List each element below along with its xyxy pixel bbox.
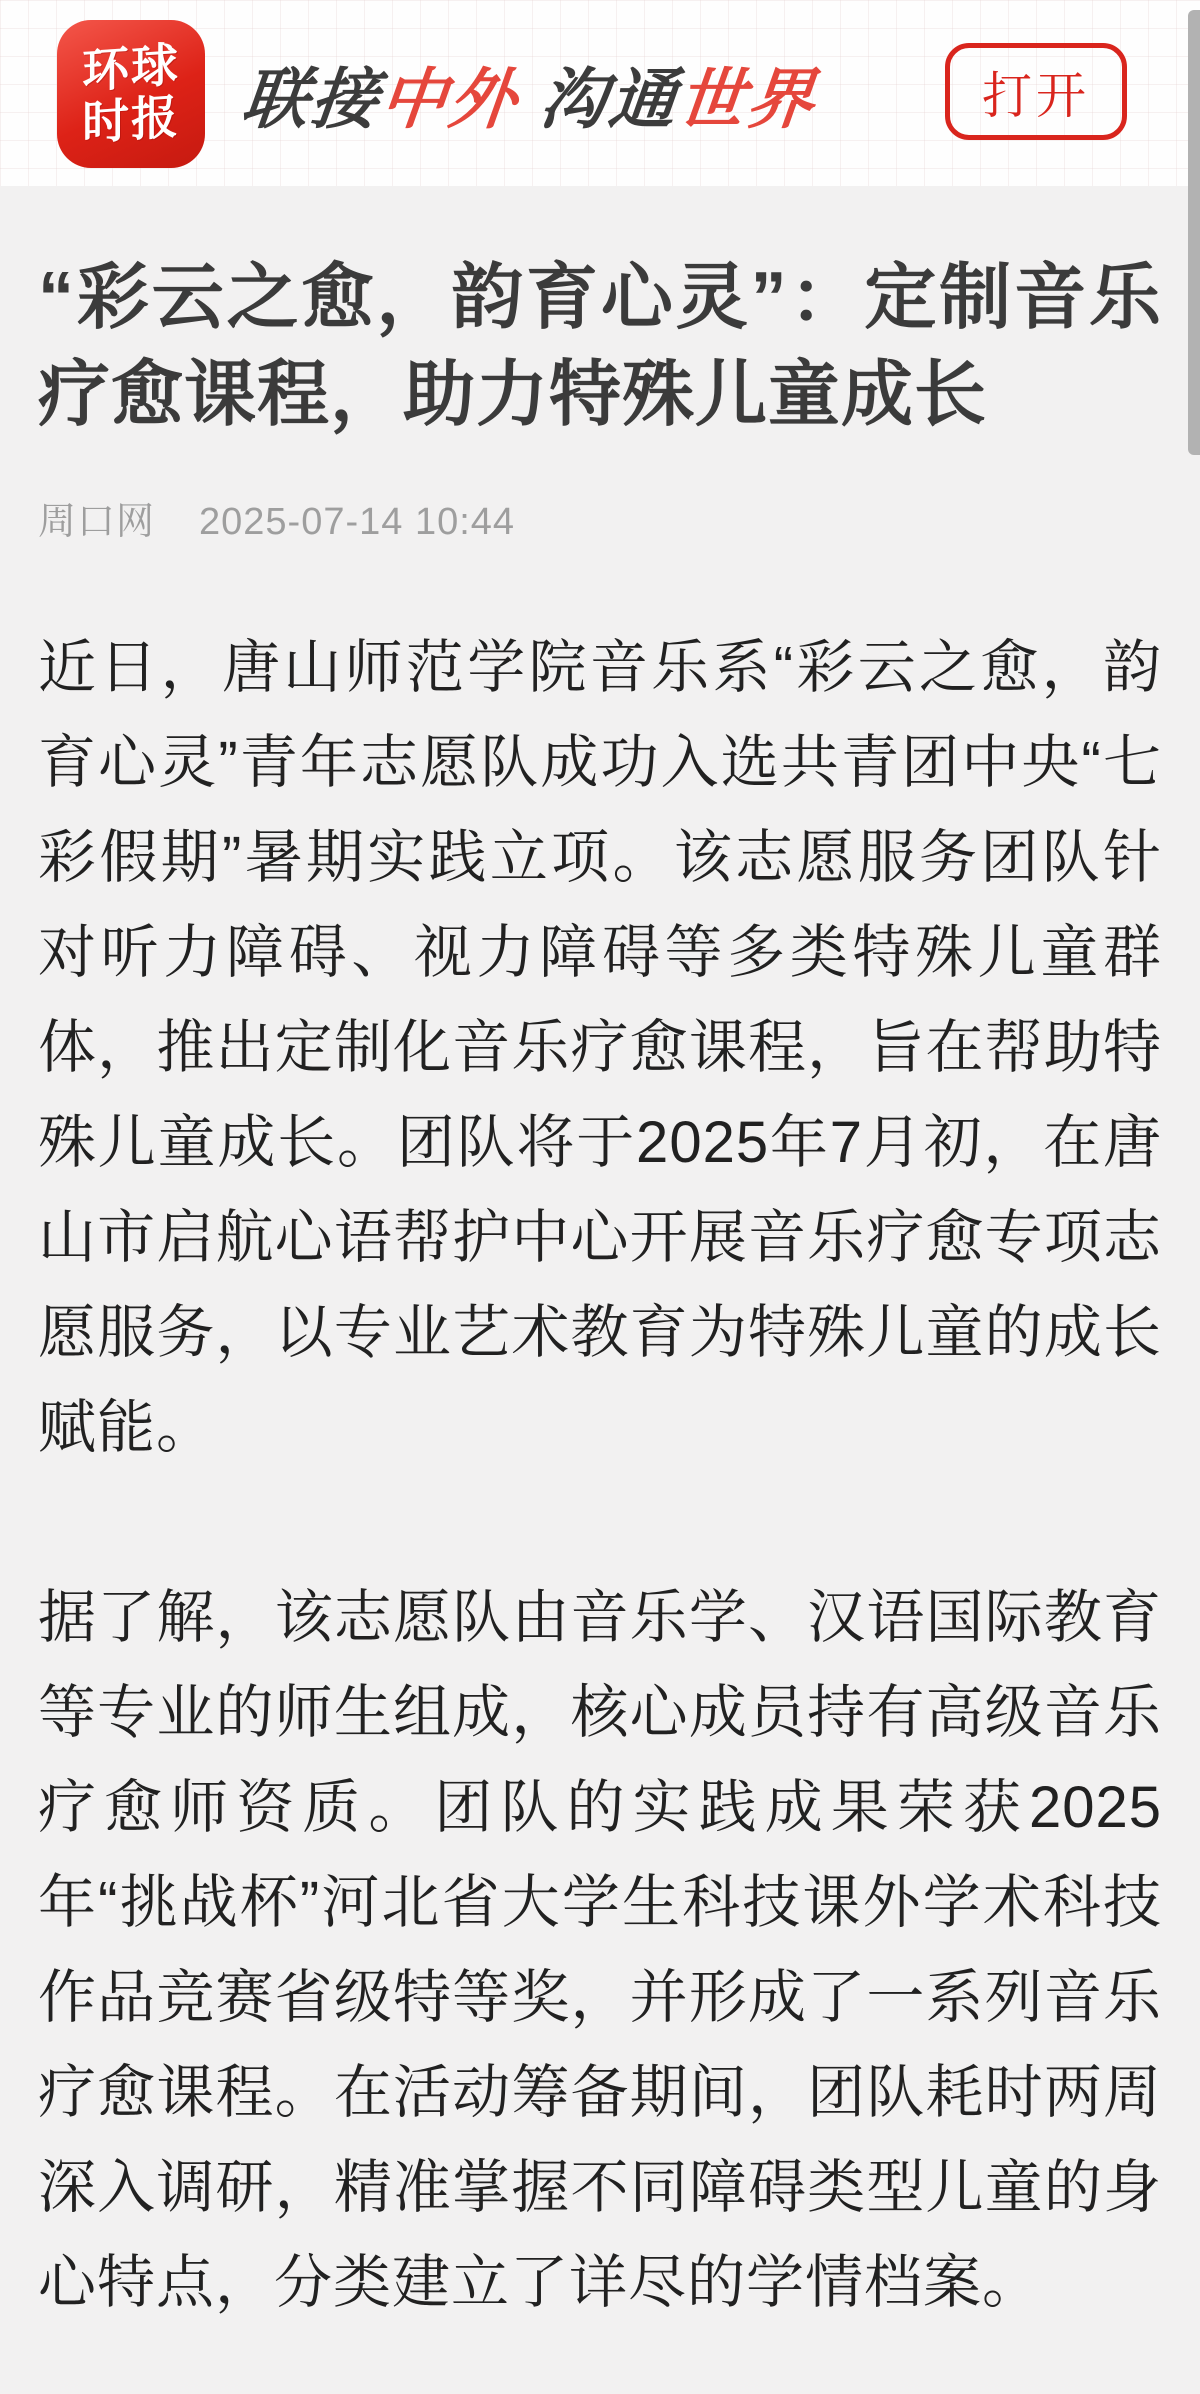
logo-text-bottom: 时报 bbox=[82, 89, 180, 150]
slogan-segment: 联接 bbox=[238, 61, 385, 136]
article-body bbox=[38, 620, 1162, 2330]
article-title: “彩云之愈，韵育心灵”：定制音乐疗愈课程，助力特殊儿童成长 bbox=[38, 258, 1162, 435]
article-paragraph: 近日，唐山师范学院音乐系“彩云之愈，韵育心灵”青年志愿队成功入选共青团中央“七彩假期”暑期实践立项。该志愿服务团队针对听力障碍、视力障碍等多类特殊儿童群体，推出定制化音乐疗愈课程，旨在帮助特殊儿童成长。团队将于2025年7月初，在唐山市启航心语帮护中心开展音乐疗愈专项志愿服务，以专业艺术教育为特殊儿童的成长赋能。 bbox=[38, 635, 1162, 1460]
global-times-logo-icon[interactable] bbox=[57, 20, 205, 168]
slogan-segment: 世界 bbox=[674, 61, 821, 136]
article-meta bbox=[38, 490, 1162, 545]
slogan-segment: 中外 bbox=[376, 61, 523, 136]
article-timestamp: 2025-07-14 10:44 bbox=[199, 501, 516, 543]
article-source: 周口网 bbox=[38, 501, 156, 543]
slogan-segment: 沟通 bbox=[536, 61, 683, 136]
scrollbar-thumb[interactable] bbox=[1188, 10, 1200, 455]
logo-text-top: 环球 bbox=[82, 37, 180, 98]
app-banner bbox=[0, 0, 1200, 186]
article-paragraph: 据了解，该志愿队由音乐学、汉语国际教育等专业的师生组成，核心成员持有高级音乐疗愈师资质。团队的实践成果荣获2025年“挑战杯”河北省大学生科技课外学术科技作品竞赛省级特等奖，并形成了一系列音乐疗愈课程。在活动筹备期间，团队耗时两周深入调研，精准掌握不同障碍类型儿童的身心特点，分类建立了详尽的学情档案。 bbox=[38, 1585, 1162, 2315]
app-slogan bbox=[233, 0, 827, 186]
open-app-button[interactable]: 打开 bbox=[945, 43, 1127, 140]
article-content bbox=[0, 186, 1200, 2330]
